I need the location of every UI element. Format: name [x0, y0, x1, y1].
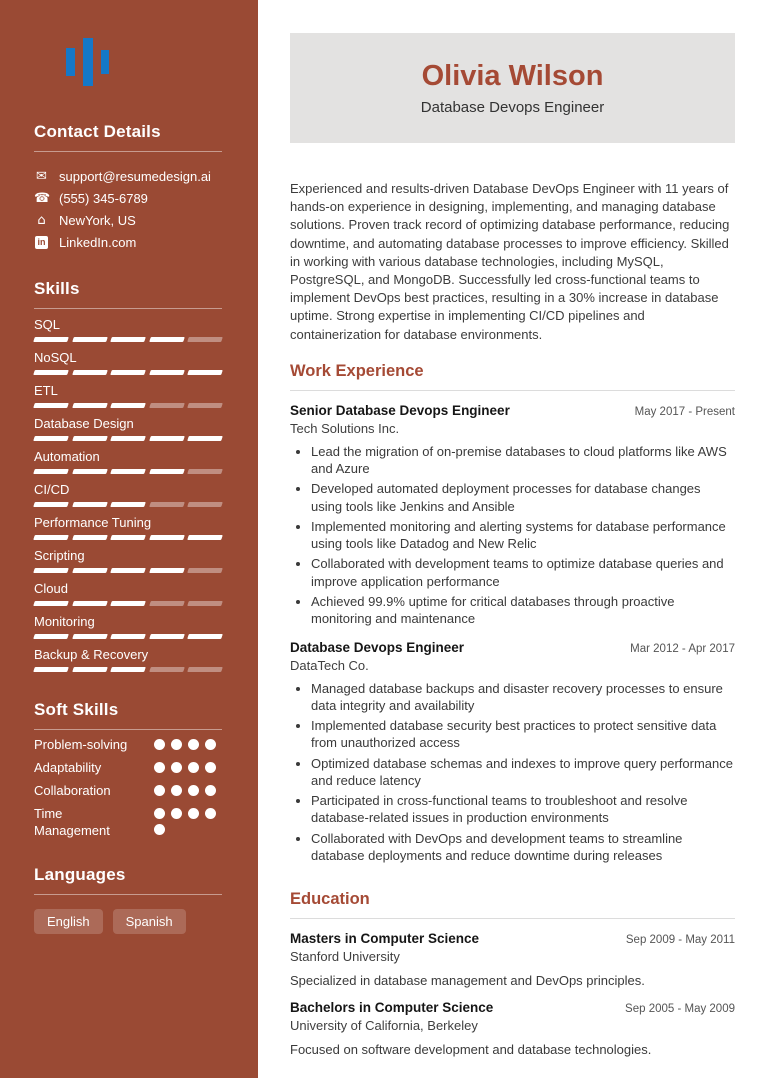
- skill-segment-empty: [149, 601, 184, 606]
- home-icon: ⌂: [37, 212, 46, 228]
- rating-dot: [171, 785, 182, 796]
- skill-item: [34, 482, 222, 507]
- skill-label: SQL: [34, 317, 61, 332]
- education-entry: [290, 1000, 735, 1057]
- skill-level-bar: [34, 370, 222, 375]
- skill-segment-empty: [188, 667, 223, 672]
- skill-segment-filled: [149, 370, 184, 375]
- skill-item: [34, 515, 222, 540]
- job-bullets: [290, 680, 735, 865]
- rating-dot: [205, 739, 216, 750]
- rating-dot: [171, 739, 182, 750]
- job-bullet: • Developed automated deployment processes for database changes using tools like Jenkins and Ansible: [311, 480, 735, 515]
- resume-main: [290, 0, 735, 1057]
- contact-text[interactable]: support@resumedesign.ai: [59, 168, 211, 184]
- skill-item: [34, 581, 222, 606]
- contact-item: [34, 187, 222, 209]
- skill-segment-empty: [188, 502, 223, 507]
- soft-skill-label: Time Management: [34, 806, 110, 838]
- soft-skills-heading: Soft Skills: [34, 700, 222, 730]
- skill-label: Performance Tuning: [34, 515, 152, 530]
- job-bullet: • Implemented monitoring and alerting systems for database performance using tools like Datadog and New Relic: [311, 518, 735, 553]
- skill-segment-filled: [33, 403, 68, 408]
- skill-segment-filled: [110, 634, 145, 639]
- skill-segment-filled: [33, 634, 68, 639]
- skill-segment-filled: [188, 436, 223, 441]
- skill-label: Database Design: [34, 416, 134, 431]
- job-bullet: • Implemented database security best practices to protect sensitive data from unauthorized access: [311, 717, 735, 752]
- skill-level-bar: [34, 634, 222, 639]
- rating-dot: [188, 808, 199, 819]
- skill-segment-filled: [149, 436, 184, 441]
- education-entry: [290, 931, 735, 988]
- skill-segment-filled: [149, 568, 184, 573]
- job-entry-header: [290, 403, 735, 418]
- soft-skill-dots: [154, 805, 222, 835]
- job-bullet: • Lead the migration of on-premise databases to cloud platforms like AWS and Azure: [311, 443, 735, 478]
- contact-item: [34, 231, 222, 253]
- logo-bar-left: [66, 48, 75, 76]
- soft-skill-label: Problem-solving: [34, 737, 128, 752]
- skill-level-bar: [34, 535, 222, 540]
- rating-dot: [154, 762, 165, 773]
- skill-segment-filled: [110, 436, 145, 441]
- education-description: Focused on software development and database technologies.: [290, 1042, 652, 1058]
- job-company: Tech Solutions Inc.: [290, 420, 400, 436]
- contact-item: [34, 165, 222, 187]
- skill-label: Scripting: [34, 548, 85, 563]
- soft-skill-item: [34, 736, 222, 753]
- skill-label: CI/CD: [34, 482, 70, 497]
- skill-label: Cloud: [34, 581, 68, 596]
- skill-segment-empty: [188, 601, 223, 606]
- equalizer-bars-logo: [66, 38, 222, 86]
- contact-heading: Contact Details: [34, 122, 222, 152]
- work-experience-heading: Work Experience: [290, 362, 735, 391]
- education-list: [290, 931, 735, 1057]
- job-company: DataTech Co.: [290, 657, 369, 673]
- sidebar: [0, 0, 258, 1078]
- skill-segment-filled: [72, 568, 107, 573]
- rating-dot: [188, 785, 199, 796]
- education-description: Specialized in database management and DevOps principles.: [290, 973, 645, 989]
- language-pill: Spanish: [113, 909, 186, 934]
- skill-level-bar: [34, 568, 222, 573]
- contact-text: NewYork, US: [59, 212, 136, 228]
- rating-dot: [154, 785, 165, 796]
- soft-skill-dots: [154, 782, 222, 796]
- soft-skill-item: [34, 782, 222, 799]
- degree-text: Bachelors in Computer Science: [290, 1000, 494, 1016]
- skill-segment-filled: [72, 601, 107, 606]
- skill-label: Backup & Recovery: [34, 647, 149, 662]
- skill-segment-filled: [149, 469, 184, 474]
- skill-level-bar: [34, 667, 222, 672]
- skill-segment-filled: [72, 535, 107, 540]
- languages-list: [34, 909, 222, 934]
- skill-segment-filled: [188, 370, 223, 375]
- skill-segment-empty: [149, 502, 184, 507]
- skill-segment-filled: [33, 601, 68, 606]
- skill-label: ETL: [34, 383, 58, 398]
- languages-section: [34, 865, 222, 934]
- job-title-text: Database Devops Engineer: [290, 639, 465, 655]
- education-heading: Education: [290, 890, 735, 919]
- education-dates: Sep 2009 - May 2011: [625, 934, 735, 947]
- work-experience-section: [290, 362, 735, 865]
- skill-segment-filled: [33, 370, 68, 375]
- skill-segment-filled: [149, 535, 184, 540]
- soft-skill-dots: [154, 736, 222, 750]
- profile-summary: Experienced and results-driven Database DevOps Engineer with 11 years of hands-on experience in designing, implementing, and managing database solutions. Proven track record of optimizing database performance, reducing downtime, and automating database processes to improve efficiency. Skilled in working with various database technologies, including MySQL, PostgreSQL, and MongoDB. Successfully led cross-functional teams to implement DevOps best practices, resulting in a 30% increase in database uptime. Strong expertise in implementing CI/CD pipelines and containerization for database environments.: [290, 181, 730, 342]
- degree-text: Masters in Computer Science: [290, 931, 480, 947]
- rating-dot: [154, 739, 165, 750]
- contact-text: (555) 345-6789: [59, 190, 148, 206]
- skill-segment-filled: [33, 535, 68, 540]
- school-name: Stanford University: [290, 949, 400, 965]
- skill-segment-filled: [110, 601, 145, 606]
- languages-heading: Languages: [34, 865, 222, 895]
- skill-segment-filled: [188, 634, 223, 639]
- rating-dot: [205, 808, 216, 819]
- education-entry-header: [290, 1000, 735, 1015]
- job-dates: May 2017 - Present: [634, 405, 735, 418]
- skill-segment-filled: [110, 403, 145, 408]
- skill-item: [34, 317, 222, 342]
- skill-level-bar: [34, 403, 222, 408]
- soft-skill-item: [34, 759, 222, 776]
- skill-segment-filled: [72, 469, 107, 474]
- skill-item: [34, 647, 222, 672]
- candidate-name: Olivia Wilson: [421, 60, 604, 92]
- soft-skill-dots: [154, 759, 222, 773]
- skill-segment-filled: [188, 535, 223, 540]
- skill-level-bar: [34, 502, 222, 507]
- skill-label: Monitoring: [34, 614, 95, 629]
- skill-segment-empty: [149, 403, 184, 408]
- soft-skills-section: [34, 700, 222, 839]
- skills-list: [34, 317, 222, 672]
- name-header: [290, 33, 735, 143]
- job-bullet: • Achieved 99.9% uptime for critical databases through proactive monitoring and maintenance: [311, 593, 735, 628]
- skill-segment-empty: [188, 337, 223, 342]
- education-dates: Sep 2005 - May 2009: [625, 1003, 735, 1016]
- skill-segment-filled: [33, 337, 68, 342]
- rating-dot: [171, 808, 182, 819]
- soft-skill-item: [34, 805, 222, 839]
- skill-segment-empty: [149, 667, 184, 672]
- skill-segment-filled: [149, 337, 184, 342]
- skill-segment-filled: [72, 337, 107, 342]
- skill-segment-filled: [33, 568, 68, 573]
- education-entry-header: [290, 931, 735, 946]
- rating-dot: [154, 808, 165, 819]
- skill-segment-filled: [110, 535, 145, 540]
- skill-item: [34, 383, 222, 408]
- skill-segment-filled: [72, 667, 107, 672]
- contact-item: [34, 209, 222, 231]
- school-name: University of California, Berkeley: [290, 1018, 478, 1034]
- job-dates: Mar 2012 - Apr 2017: [630, 642, 735, 655]
- skill-item: [34, 350, 222, 375]
- skills-heading: Skills: [34, 279, 222, 309]
- skill-segment-filled: [33, 502, 68, 507]
- soft-skill-label: Adaptability: [34, 760, 102, 775]
- skill-segment-filled: [110, 667, 145, 672]
- skill-level-bar: [34, 601, 222, 606]
- soft-skill-label: Collaboration: [34, 783, 111, 798]
- skill-segment-filled: [110, 568, 145, 573]
- skill-segment-filled: [33, 667, 68, 672]
- job-bullet: • Managed database backups and disaster recovery processes to ensure data integrity and availability: [311, 680, 735, 715]
- skill-segment-filled: [110, 370, 145, 375]
- skill-label: NoSQL: [34, 350, 77, 365]
- candidate-title: Database Devops Engineer: [420, 99, 605, 116]
- rating-dot: [188, 739, 199, 750]
- language-pill: English: [34, 909, 103, 934]
- job-entry-header: [290, 640, 735, 655]
- skill-segment-filled: [72, 370, 107, 375]
- skill-segment-empty: [188, 568, 223, 573]
- job-bullets: [290, 443, 735, 628]
- rating-dot: [154, 824, 165, 835]
- job-bullet: • Optimized database schemas and indexes to improve query performance and reduce latency: [311, 755, 735, 790]
- contact-section: [34, 122, 222, 253]
- skill-label: Automation: [34, 449, 100, 464]
- job-entry: [290, 403, 735, 628]
- job-title-text: Senior Database Devops Engineer: [290, 402, 510, 418]
- skill-level-bar: [34, 337, 222, 342]
- skill-segment-filled: [110, 502, 145, 507]
- skill-level-bar: [34, 469, 222, 474]
- logo-bar-right: [101, 50, 109, 74]
- skill-segment-filled: [149, 634, 184, 639]
- rating-dot: [188, 762, 199, 773]
- rating-dot: [205, 762, 216, 773]
- skill-segment-filled: [33, 436, 68, 441]
- skill-segment-filled: [110, 469, 145, 474]
- skill-segment-filled: [72, 403, 107, 408]
- job-bullet: • Collaborated with development teams to optimize database queries and improve application performance: [311, 555, 735, 590]
- skill-item: [34, 416, 222, 441]
- skill-segment-filled: [33, 469, 68, 474]
- linkedin-icon: in: [35, 236, 48, 249]
- skill-segment-filled: [72, 634, 107, 639]
- job-bullet: • Collaborated with DevOps and development teams to streamline database deployments and reduce downtime during releases: [311, 830, 735, 865]
- phone-icon: ☎: [34, 190, 51, 206]
- skill-segment-filled: [110, 337, 145, 342]
- envelope-icon: ✉: [36, 168, 47, 184]
- logo-bar-middle: [83, 38, 93, 86]
- skill-item: [34, 449, 222, 474]
- skill-level-bar: [34, 436, 222, 441]
- education-section: [290, 890, 735, 1057]
- job-entry: [290, 640, 735, 865]
- job-bullet: • Participated in cross-functional teams to troubleshoot and resolve database-related issues in production environments: [311, 792, 735, 827]
- rating-dot: [171, 762, 182, 773]
- skill-item: [34, 614, 222, 639]
- skill-segment-filled: [72, 436, 107, 441]
- skill-item: [34, 548, 222, 573]
- rating-dot: [205, 785, 216, 796]
- skill-segment-filled: [72, 502, 107, 507]
- contact-list: [34, 165, 222, 253]
- skill-segment-empty: [188, 403, 223, 408]
- soft-skills-list: [34, 736, 222, 839]
- jobs-list: [290, 403, 735, 865]
- contact-text[interactable]: LinkedIn.com: [59, 234, 137, 250]
- skill-segment-empty: [188, 469, 223, 474]
- skills-section: [34, 279, 222, 672]
